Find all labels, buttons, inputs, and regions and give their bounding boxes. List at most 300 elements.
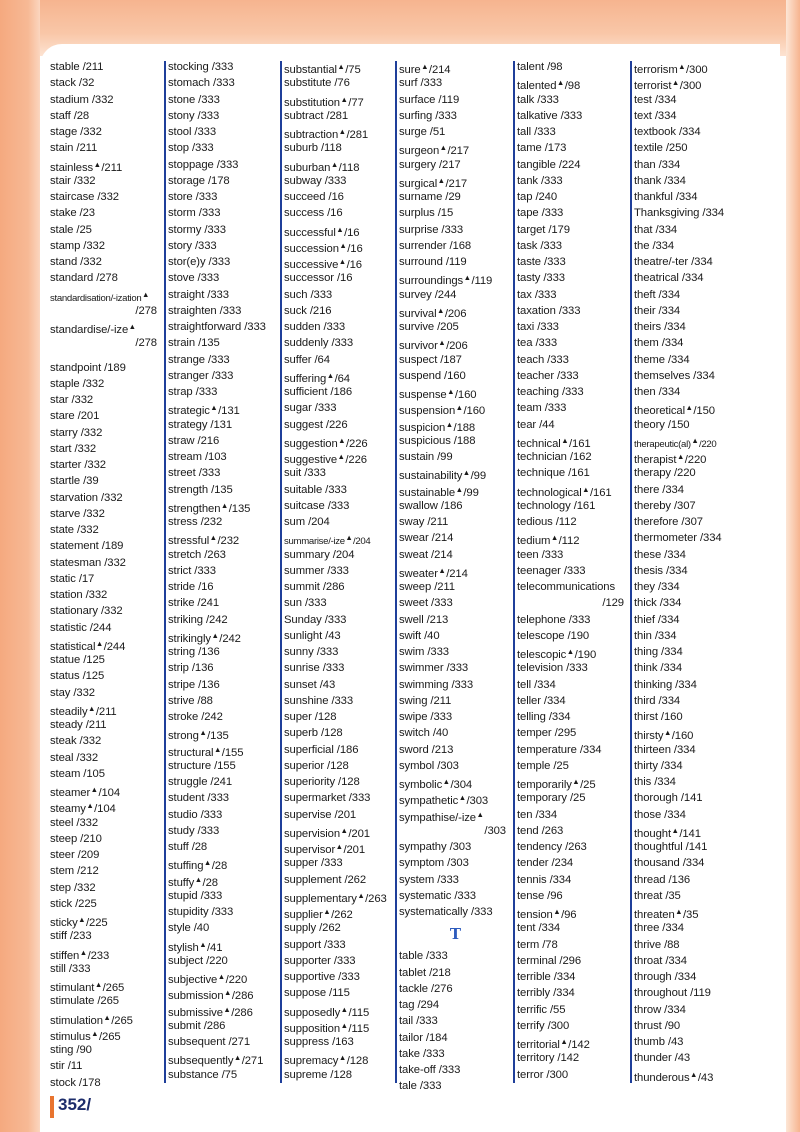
entry-word: terrible [517,971,551,983]
index-entry [168,368,281,384]
entry-page: /135 [228,502,251,515]
index-entry [399,725,512,741]
index-entry [399,790,512,806]
index-entry [399,612,512,628]
index-entry [50,205,163,221]
index-entry [634,693,747,709]
entry-word: talkative [517,109,558,122]
entry-page: /105 [80,767,105,780]
entry-page: /112 [558,535,580,548]
column-divider [513,61,515,1083]
entry-word: therapist [634,454,677,466]
entry-page: /300 [679,80,702,93]
entry-page: /29 [442,191,461,203]
entry-page: /23 [76,207,95,220]
entry-word: submit [168,1019,201,1032]
entry-word: tell [517,678,532,691]
index-entry [517,449,630,465]
entry-word: target [517,223,546,236]
entry-page: /300 [544,1019,570,1032]
index-entry [284,498,397,514]
index-entry [517,238,630,254]
entry-word: tail [399,1015,414,1028]
entry-word: sum [284,516,306,528]
entry-page: /334 [654,613,680,626]
index-entry [50,270,163,286]
entry-page: /271 [225,1036,251,1048]
entry-page: /333 [192,386,218,398]
entry-word: terribly [517,987,551,1000]
entry-page: /332 [77,426,103,439]
entry-word: startle [50,475,81,488]
entry-word: tablet [399,966,427,979]
advanced-marker-icon: ▲ [560,1037,568,1046]
entry-page: /333 [191,239,217,252]
entry-word: super [284,711,312,723]
entry-word: success [284,207,325,220]
index-entry [517,888,630,904]
entry-word: stroke [168,711,199,723]
entry-word: survey [399,288,432,301]
index-entry [284,823,397,839]
index-entry [50,587,163,603]
advanced-marker-icon: ▲ [338,435,346,445]
entry-word: thrust [634,1019,662,1032]
entry-word: station [50,589,83,601]
entry-page: /233 [87,949,110,962]
entry-word: stomach [168,77,210,90]
index-entry [634,222,747,238]
index-entry [50,620,163,636]
index-column-5 [517,59,630,1084]
entry-word: sufficient [284,386,328,398]
entry-word: sweep [399,581,432,593]
entry-page: /128 [335,776,360,788]
entry-word: telecommunications [517,581,616,593]
entry-word: stable [50,61,80,73]
entry-word: telling [517,711,546,723]
index-entry [399,709,512,725]
advanced-marker-icon: ▲ [685,403,693,413]
entry-page: /334 [696,532,722,545]
index-entry [50,555,163,571]
entry-page: /300 [543,1068,569,1081]
advanced-marker-icon: ▲ [86,801,94,811]
entry-word: straighten [168,304,217,317]
index-entry [634,742,747,758]
index-entry [634,449,747,465]
entry-page: /332 [101,556,126,569]
index-entry [517,319,630,335]
entry-page: /115 [348,1006,370,1019]
entry-word: therapy [634,467,671,480]
entry-page: /333 [443,662,469,675]
entry-word: temporary [517,792,567,805]
entry-page: /286 [231,1006,253,1019]
index-entry [284,449,397,465]
column-divider [280,61,282,1083]
entry-page: /168 [446,239,472,252]
index-entry [50,522,163,538]
entry-word: tangible [517,158,556,171]
entry-word: thankful [634,191,673,203]
entry-page: /334 [659,922,684,935]
index-entry [399,352,512,368]
entry-word: store [168,191,193,203]
entry-word: statement [50,540,99,553]
index-entry [517,400,630,416]
entry-word: suddenly [284,337,329,350]
index-entry [399,449,512,465]
entry-word: suspicious [399,434,451,447]
right-border-band [786,0,800,1132]
entry-word: sun [284,597,302,610]
index-entry [50,319,163,335]
entry-word: thermometer [634,532,697,545]
entry-page: /17 [75,572,95,585]
entry-word: string [168,646,196,658]
index-entry [168,384,281,400]
index-entry [168,953,281,969]
advanced-marker-icon: ▲ [671,825,679,835]
entry-word: term [517,938,540,951]
advanced-marker-icon: ▲ [233,1053,242,1063]
index-entry [168,839,281,855]
entry-word: straw [168,434,195,447]
advanced-marker-icon: ▲ [203,858,212,868]
index-entry [634,595,747,611]
entry-page: /55 [546,1003,566,1016]
index-entry [399,997,512,1013]
entry-page: /213 [423,613,449,626]
entry-page: /333 [194,272,220,285]
entry-page: /333 [451,889,476,902]
index-entry [517,937,630,953]
entry-word: teacher [517,369,554,382]
advanced-marker-icon: ▲ [421,62,429,71]
entry-word: teen [517,548,539,561]
index-entry [284,644,397,660]
entry-word: tension [517,909,553,921]
entry-page: /334 [655,288,681,301]
entry-page: /334 [661,548,686,561]
entry-page: /128 [327,1068,352,1081]
entry-spacer [50,352,163,360]
entry-word: strong [168,730,199,743]
entry-word: still [50,962,66,975]
entry-page: /263 [538,824,564,837]
entry-word: task [517,239,538,252]
index-entry [50,360,163,376]
entry-word: suffering [284,372,327,385]
entry-page: /211 [82,719,107,731]
advanced-marker-icon: ▲ [210,403,218,413]
entry-word: stale [50,223,74,236]
entry-word: superiority [284,776,336,788]
advanced-marker-icon: ▲ [437,305,445,315]
index-entry [634,937,747,953]
index-entry [50,157,163,173]
index-entry [517,709,630,725]
entry-page: /161 [565,467,590,480]
entry-word: stimulation [50,1014,103,1027]
advanced-marker-icon: ▲ [337,62,345,71]
index-entry [634,1018,747,1034]
entry-word: therefore [634,516,679,528]
entry-page: /189 [101,361,126,374]
entry-page: /220 [698,438,717,450]
index-entry [168,628,281,644]
index-entry [50,603,163,619]
entry-word: sugar [284,402,312,415]
entry-page: /334 [679,857,705,870]
advanced-marker-icon: ▲ [103,1012,111,1022]
entry-page: /224 [555,158,581,171]
entry-word: supervision [284,827,341,840]
entry-word: tame [517,142,542,155]
entry-page: /333 [197,889,223,902]
index-entry [284,205,397,221]
entry-word: strategic [168,405,210,418]
entry-word: summer [284,564,325,577]
entry-word: temperature [517,743,577,756]
entry-word: sudden [284,321,321,333]
index-entry [634,823,747,839]
entry-word: substitute [284,77,332,90]
entry-word: teaching [517,386,559,398]
index-entry [399,774,512,790]
entry-page: /43 [671,1052,691,1065]
index-entry [634,855,747,871]
entry-word: subtract [284,109,324,122]
entry-word: steal [50,751,74,764]
index-entry [284,969,397,985]
entry-page: /136 [195,678,220,691]
entry-word: staff [50,109,71,122]
entry-word: story [168,239,192,252]
entry-page: /141 [679,827,701,840]
entry-word: summarise/-ize [284,536,345,548]
entry-word: swell [399,613,424,626]
entry-word: straight [168,288,205,301]
index-entry [50,847,163,863]
index-entry [399,839,512,855]
index-entry [517,677,630,693]
entry-word: subjective [168,974,218,986]
entry-page: /190 [564,629,590,642]
index-entry [634,352,747,368]
entry-page: /332 [73,751,99,764]
index-entry [399,124,512,140]
entry-word: stem [50,865,75,878]
entry-page: /334 [550,987,575,1000]
entry-word: telescope [517,629,565,642]
entry-page: /281 [346,129,369,141]
entry-word: through [634,971,672,983]
entry-page: /333 [563,662,588,675]
index-entry [168,108,281,124]
entry-word: survivor [399,340,438,353]
index-entry [284,108,397,124]
entry-page: /333 [435,1064,461,1076]
entry-word: stiff [50,930,67,943]
entry-page: /286 [200,1019,226,1032]
entry-word: thirsty [634,730,664,743]
entry-page: /286 [231,990,254,1003]
entry-page: /333 [419,1047,445,1060]
advanced-marker-icon: ▲ [223,1004,231,1014]
entry-word: survival [399,307,437,320]
index-entry [399,807,512,823]
entry-word: therapeutic(al) [634,438,691,450]
entry-word: surgeon [399,145,440,158]
entry-page: /333 [541,256,566,268]
entry-page: /300 [686,64,708,76]
entry-page: /225 [85,917,108,929]
entry-word: terrify [517,1019,545,1032]
index-entry [284,563,397,579]
entry-page: /334 [550,971,576,983]
entry-word: technical [517,437,561,450]
entry-word: three [634,922,660,935]
index-entry [284,855,397,871]
entry-word: static [50,572,76,585]
index-entry [399,948,512,964]
entry-word: standardisation/-ization [50,292,142,304]
index-entry [168,985,281,1001]
entry-word: studio [168,808,198,821]
index-entry [50,173,163,189]
entry-page: /286 [319,581,345,593]
entry-page: /96 [544,889,563,902]
advanced-marker-icon: ▲ [462,468,471,478]
entry-page: /25 [550,759,569,772]
entry-page: /163 [329,1036,354,1048]
entry-page: /333 [216,304,242,317]
index-entry [634,368,747,384]
entry-page: /334 [576,743,602,756]
entry-page: /179 [545,223,570,236]
entry-word: theatre/-ter [634,256,689,268]
entry-word: theory [634,418,665,431]
entry-word: staple [50,377,80,390]
entry-word: stainless [50,161,94,174]
index-entry [50,473,163,489]
index-entry [168,433,281,449]
entry-word: supermarket [284,792,346,805]
index-entry [50,636,163,652]
index-entry [284,725,397,741]
index-entry [634,482,747,498]
entry-page: /40 [421,629,440,642]
entry-word: supreme [284,1068,328,1081]
page-number: 352/ [58,1095,92,1114]
entry-word: supplement [284,873,342,886]
advanced-marker-icon: ▲ [566,647,575,656]
entry-word: threaten [634,909,675,921]
index-entry [399,433,512,449]
entry-page: /281 [323,109,349,122]
index-column-6 [634,59,747,1084]
entry-page: /99 [470,470,487,483]
index-entry [50,506,163,522]
entry-page: /40 [429,727,449,740]
entry-word: strikingly [168,632,211,645]
index-entry [517,628,630,644]
advanced-marker-icon: ▲ [553,907,561,916]
entry-page: /265 [102,982,125,994]
entry-word: themselves [634,369,691,382]
index-entry [50,815,163,831]
entry-page: /162 [566,451,592,463]
entry-page: /332 [80,507,105,520]
entry-page: /334 [545,711,571,723]
entry-page: /333 [328,694,354,707]
entry-word: stripe [168,678,196,691]
entry-page: /128 [346,1055,369,1068]
entry-page: /201 [343,844,366,856]
index-entry [168,1067,281,1083]
entry-page: /189 [98,540,124,553]
index-entry [399,465,512,481]
index-entry [50,798,163,814]
entry-word: stimulate [50,995,95,1008]
index-entry [284,530,397,546]
entry-page: /64 [334,372,350,385]
entry-page: /333 [210,77,235,90]
entry-word: technician [517,451,567,463]
entry-word: stress [168,516,198,528]
entry-word: tear [517,418,537,431]
entry-page: /184 [422,1031,448,1044]
entry-page: /15 [434,207,454,220]
entry-page-continuation: /303 [484,824,506,837]
entry-page: /211 [101,161,123,174]
index-entry [50,912,163,928]
entry-page: /241 [207,776,233,788]
entry-word: theirs [634,321,662,333]
index-entry [168,222,281,238]
index-entry [284,514,397,530]
entry-page: /11 [64,1060,83,1073]
index-entry [634,790,747,806]
entry-word: suitable [284,483,323,496]
index-entry [168,888,281,904]
index-entry [50,538,163,554]
entry-word: suck [284,304,307,317]
index-entry [517,547,630,563]
entry-word: tank [517,174,538,187]
index-entry [50,108,163,124]
entry-word: stick [50,897,73,910]
entry-word: sunset [284,678,317,691]
entry-word: supposedly [284,1006,341,1019]
index-entry [517,644,630,660]
index-entry [284,384,397,400]
index-entry [284,839,397,855]
entry-word: standardise/-ize [50,324,129,336]
entry-word: sting [50,1044,74,1056]
index-entry [634,644,747,660]
entry-word: thousand [634,857,680,870]
entry-page: /216 [306,304,332,317]
advanced-marker-icon: ▲ [437,175,445,185]
entry-page: /333 [531,288,557,301]
entry-word: stupidity [168,906,209,918]
entry-page: /333 [534,321,559,333]
index-entry [399,965,512,981]
entry-page: /44 [536,418,555,431]
